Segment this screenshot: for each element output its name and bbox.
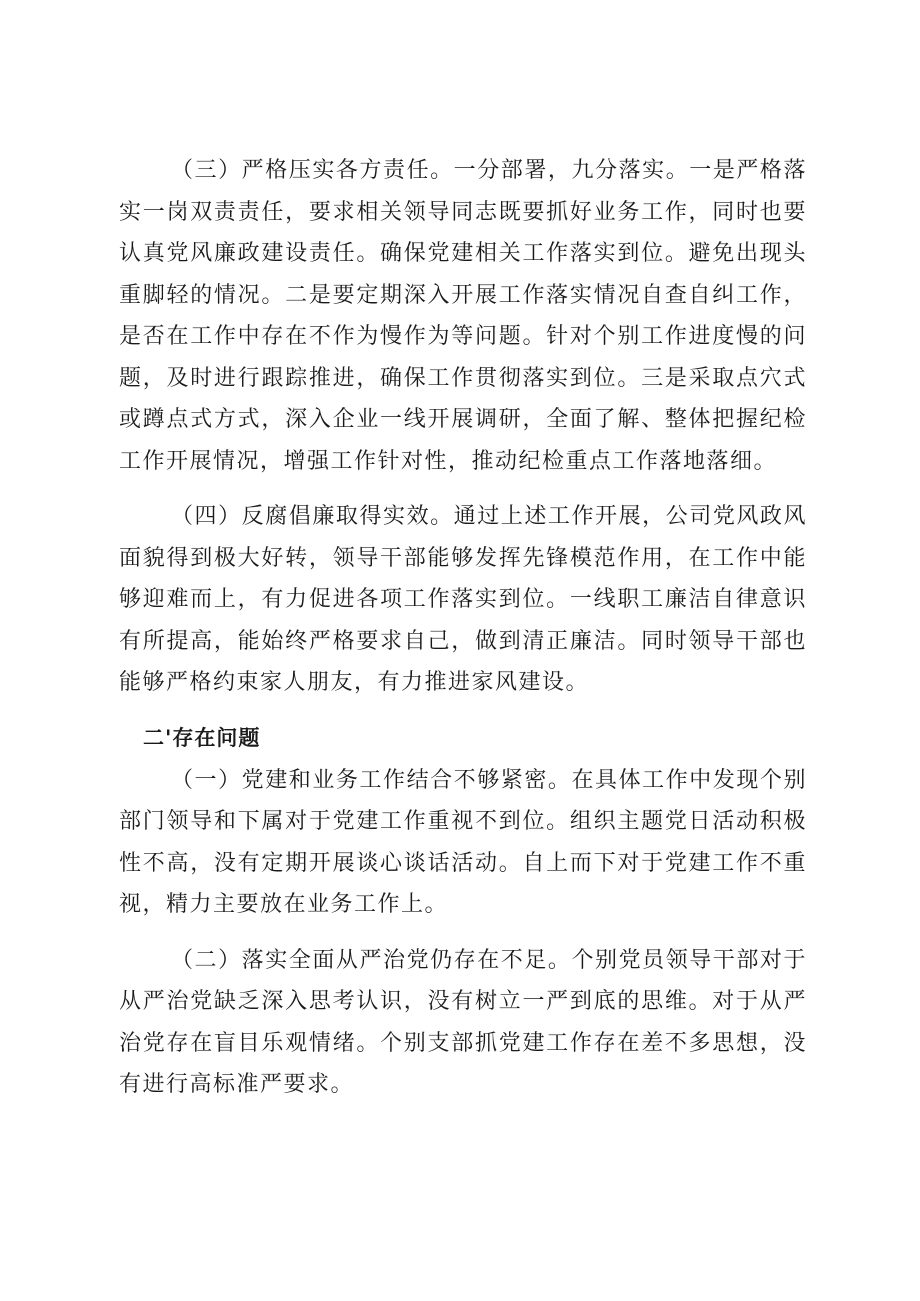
paragraph-problem-2: （二）落实全面从严治党仍存在不足。个别党员领导干部对于从严治党缺乏深入思考认识，没有树立一严到底的思维。对于从严治党存在盲目乐观情绪。个别支部抓党建工作存在差不多思想，没有进行高标准严要求。 [119,947,807,1097]
document-body [119,150,807,1120]
paragraph-problem-1: （一）党建和业务工作结合不够紧密。在具体工作中发现个别部门领导和下属对于党建工作重视不到位。组织主题党日活动积极性不高，没有定期开展谈心谈话活动。自上而下对于党建工作不重视，精力主要放在业务工作上。 [119,767,807,917]
paragraph-anticorruption: （四）反腐倡廉取得实效。通过上述工作开展，公司党风政风面貌得到极大好转，领导干部能够发挥先锋模范作用，在工作中能够迎难而上，有力促进各项工作落实到位。一线职工廉洁自律意识有所提高，能始终严格要求自己，做到清正廉洁。同时领导干部也能够严格约束家人朋友，有力推进家风建设。 [119,504,807,695]
section-heading-problems: 二'存在问题 [143,725,261,750]
paragraph-responsibility: （三）严格压实各方责任。一分部署，九分落实。一是严格落实一岗双责责任，要求相关领导同志既要抓好业务工作，同时也要认真党风廉政建设责任。确保党建相关工作落实到位。避免出现头重脚轻的情况。二是要定期深入开展工作落实情况自查自纠工作，是否在工作中存在不作为慢作为等问题。针对个别工作进度慢的问题，及时进行跟踪推进，确保工作贯彻落实到位。三是采取点穴式或蹲点式方式，深入企业一线开展调研，全面了解、整体把握纪检工作开展情况，增强工作针对性，推动纪检重点工作落地落细。 [119,158,807,474]
